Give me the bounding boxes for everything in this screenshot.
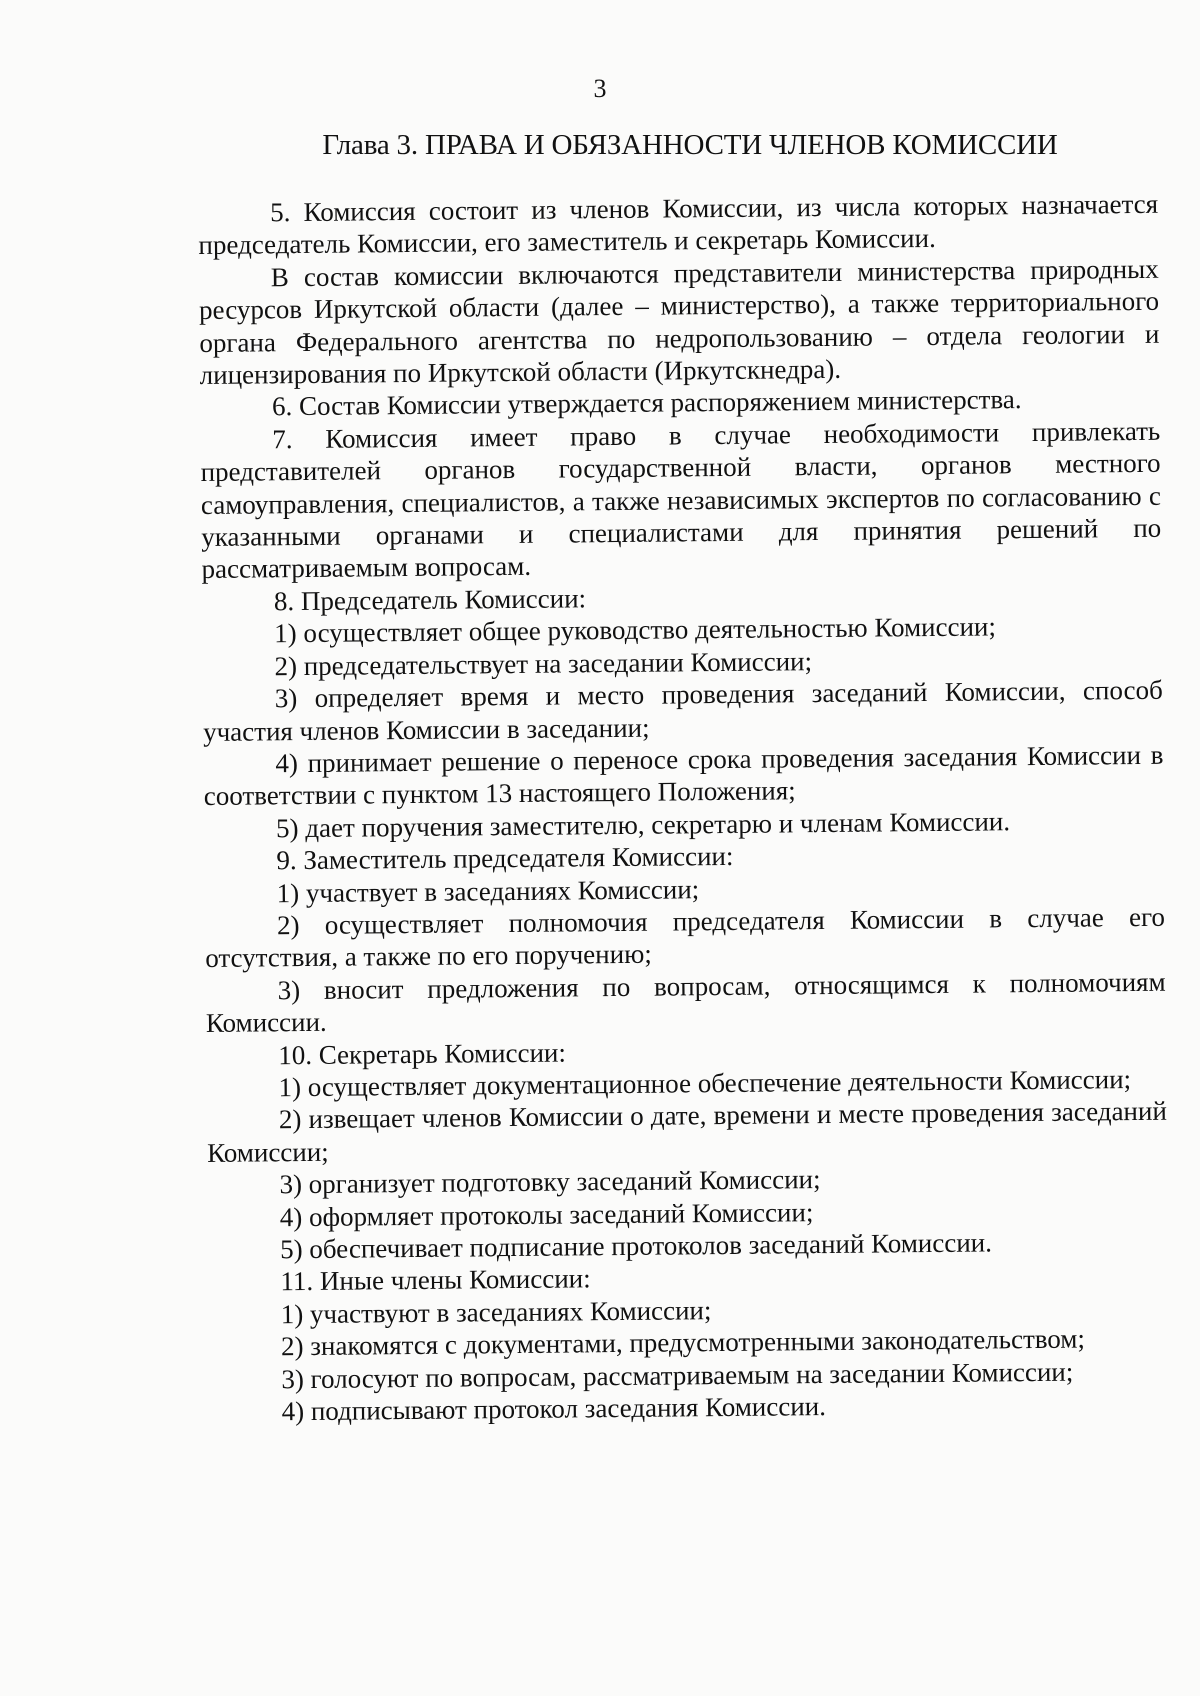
- document-body: [198, 188, 1170, 1429]
- paragraph-5-composition: В состав комиссии включаются представители министерства природных ресурсов Иркутской области (далее – министерство), а также территориального органа Федерального агентства по недропользованию – отдела геологии и лицензирования по Иркутской области (Иркутскнедра).: [198, 253, 1160, 391]
- list-item: 2) извещает членов Комиссии о дате, времени и месте проведения заседаний Комиссии;: [207, 1096, 1167, 1168]
- paragraph-9-heading: 9. Заместитель председателя Комиссии:: [276, 841, 734, 876]
- list-item: 5) дает поручения заместителю, секретарю и членам Комиссии.: [275, 805, 1011, 843]
- list-item: 2) председательствует на заседании Комиссии;: [274, 645, 813, 681]
- paragraph-5: 5. Комиссия состоит из членов Комиссии, из числа которых назначается председатель Комиссии, его заместитель и секретарь Комиссии.: [198, 188, 1159, 261]
- page-number: 3: [593, 74, 607, 103]
- list-item: 3) организует подготовку заседаний Комиссии;: [279, 1164, 821, 1200]
- chapter-title: Глава 3. ПРАВА И ОБЯЗАННОСТИ ЧЛЕНОВ КОМИССИИ: [322, 129, 1058, 161]
- paragraph-6: 6. Состав Комиссии утверждается распоряжением министерства.: [271, 384, 1022, 422]
- list-item: 4) принимает решение о переносе срока проведения заседания Комиссии в соответствии с пунктом 13 настоящего Положения;: [203, 739, 1164, 812]
- paragraph-10-heading: 10. Секретарь Комиссии:: [278, 1037, 567, 1070]
- list-item: 4) подписывают протокол заседания Комиссии.: [281, 1391, 827, 1427]
- paragraph-7: 7. Комиссия имеет право в случае необходимости привлекать представителей органов государственной власти, органов местного самоуправления, специалистов, а также независимых экспертов по согласованию с указанными органами и специалистами для принятия решений по рассматриваемым вопросам.: [200, 415, 1162, 585]
- list-item: 2) осуществляет полномочия председателя Комиссии в случае его отсутствия, а также по его поручению;: [205, 901, 1166, 974]
- list-item: 5) обеспечивает подписание протоколов заседаний Комиссии.: [279, 1227, 993, 1265]
- list-item: 1) участвуют в заседаниях Комиссии;: [280, 1294, 712, 1330]
- list-item: 2) знакомятся с документами, предусмотренными законодательством;: [280, 1323, 1086, 1362]
- list-item: 3) определяет время и место проведения заседаний Комиссии, способ участия членов Комиссии в заседании;: [202, 674, 1163, 747]
- list-item: 1) осуществляет общее руководство деятельностью Комиссии;: [274, 611, 997, 649]
- list-item: 3) вносит предложения по вопросам, относящимся к полномочиям Комиссии.: [205, 966, 1166, 1039]
- paragraph-11-heading: 11. Иные члены Комиссии:: [280, 1263, 591, 1297]
- paragraph-8-heading: 8. Председатель Комиссии:: [273, 583, 587, 617]
- list-item: 1) осуществляет документационное обеспечение деятельности Комиссии;: [278, 1064, 1132, 1103]
- list-item: 3) голосуют по вопросам, рассматриваемым на заседании Комиссии;: [281, 1356, 1074, 1394]
- list-item: 4) оформляет протоколы заседаний Комиссии;: [279, 1196, 814, 1232]
- list-item: 1) участвует в заседаниях Комиссии;: [276, 873, 700, 908]
